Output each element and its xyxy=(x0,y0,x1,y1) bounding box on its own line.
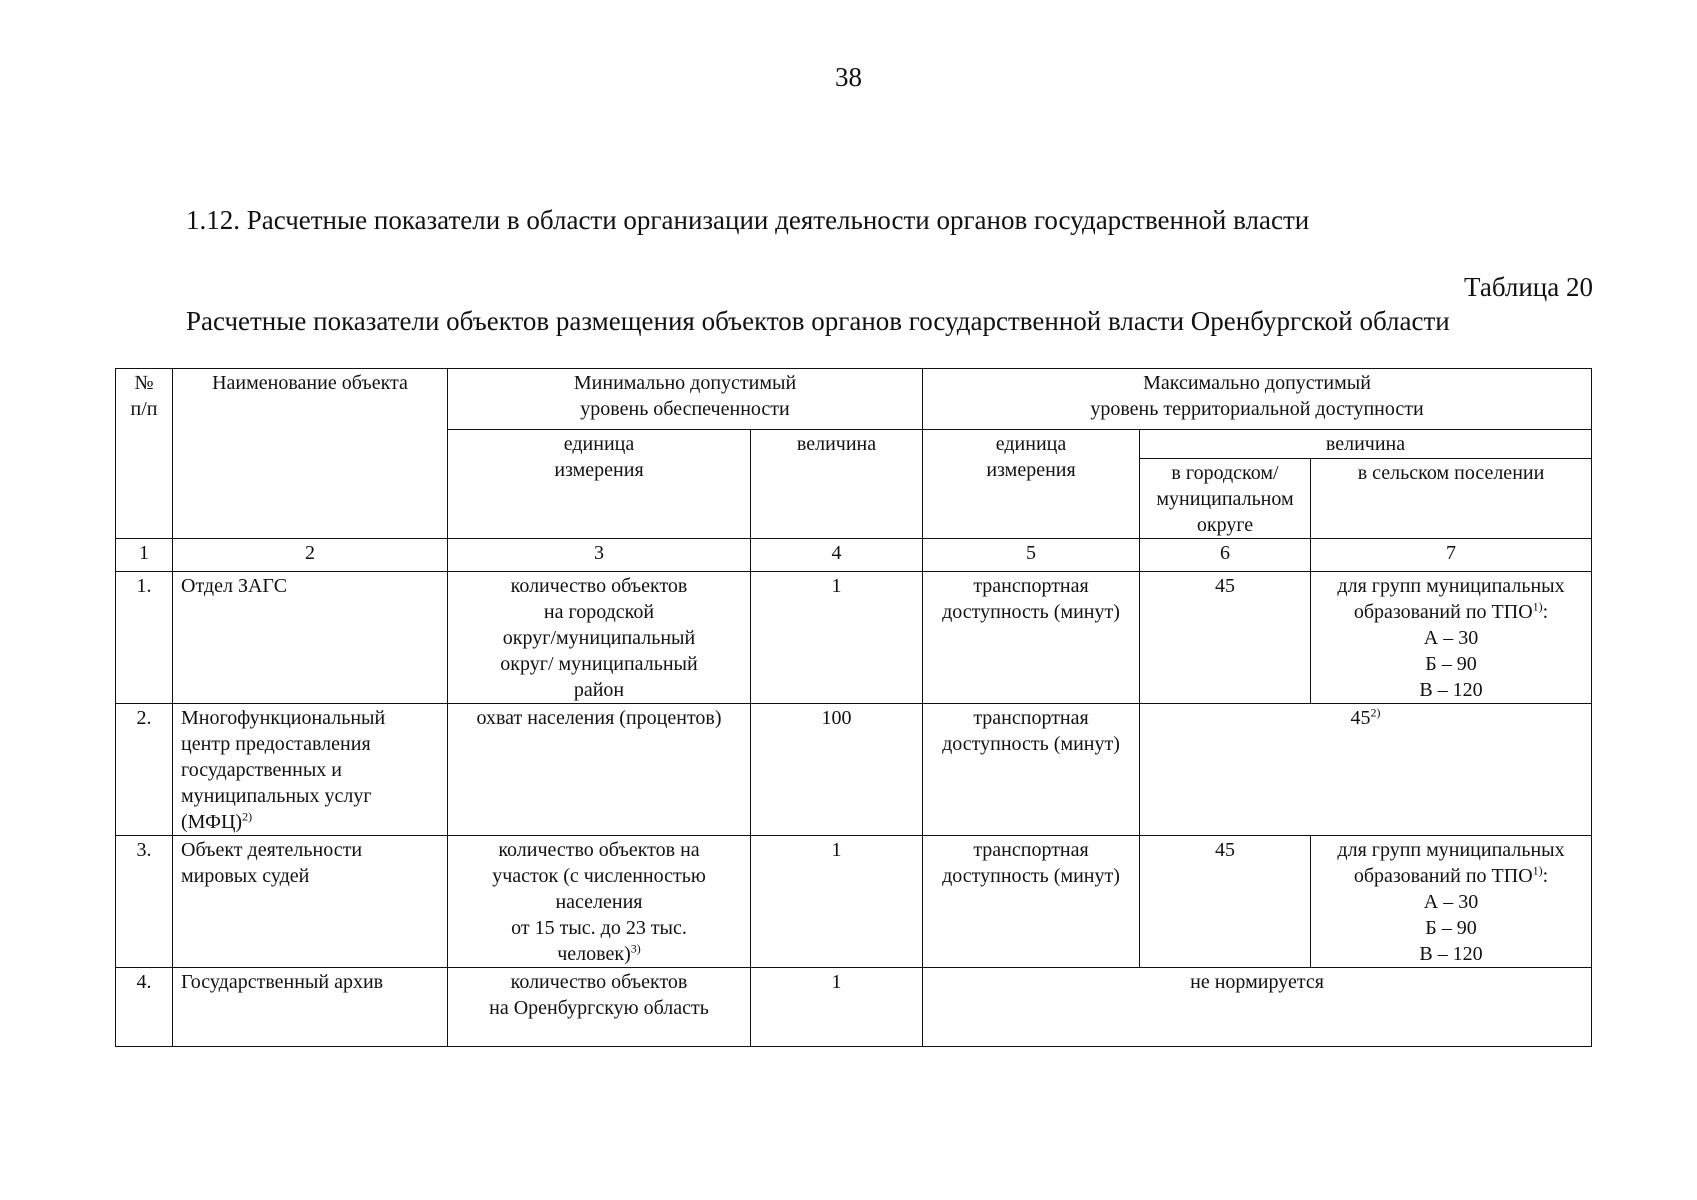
row-value: 1 xyxy=(751,968,923,1047)
row-num: 1. xyxy=(116,572,173,704)
header-max-unit xyxy=(923,430,1140,539)
row-name-line: Объект деятельности xyxy=(181,839,363,861)
section-heading: 1.12. Расчетные показатели в области организации деятельности органов государственной власти xyxy=(186,205,1310,235)
row-max-unit-line: доступность (минут) xyxy=(942,733,1120,755)
row-max-unit-line: доступность (минут) xyxy=(942,601,1120,623)
row-name-line: мировых судей xyxy=(181,865,310,887)
row-rural-line xyxy=(1319,863,1583,889)
row-unit-line: населения xyxy=(555,891,643,913)
page-number: 38 xyxy=(835,62,862,92)
row-rural-text: образований по ТПО xyxy=(1353,601,1533,623)
row-unit-line: округ/ муниципальный xyxy=(500,653,698,675)
row-num: 3. xyxy=(116,836,173,968)
row-num: 4. xyxy=(116,968,173,1047)
row-max-unit-line: транспортная xyxy=(973,707,1089,729)
row-rural-group-b: Б – 90 xyxy=(1425,653,1477,675)
row-rural-line: для групп муниципальных xyxy=(1337,575,1565,597)
header-max-line2: уровень территориальной доступности xyxy=(1090,398,1424,420)
header-max-unit-line1: единица xyxy=(995,433,1067,455)
footnote-mark: 2) xyxy=(242,809,253,824)
footnote-mark: 1) xyxy=(1532,863,1543,878)
row-unit xyxy=(448,836,751,968)
row-max-unit xyxy=(923,836,1140,968)
row-name: Государственный архив xyxy=(173,968,448,1047)
row-rural xyxy=(1311,836,1592,968)
row-unit-line: участок (с численностью xyxy=(492,865,706,887)
row-unit: охват населения (процентов) xyxy=(448,704,751,836)
row-unit-line: на Оренбургскую область xyxy=(489,997,709,1019)
row-value: 1 xyxy=(751,572,923,704)
row-name-line: Многофункциональный xyxy=(181,707,386,729)
row-name: Отдел ЗАГС xyxy=(173,572,448,704)
row-rural-colon: : xyxy=(1542,601,1549,623)
table-caption: Расчетные показатели объектов размещения объектов органов государственной власти Оренбургской области xyxy=(186,306,1450,336)
row-value: 100 xyxy=(751,704,923,836)
row-unit-line xyxy=(456,941,742,967)
table-row xyxy=(116,572,1592,704)
column-number: 3 xyxy=(448,539,751,572)
row-max-unit xyxy=(923,704,1140,836)
column-number: 6 xyxy=(1140,539,1311,572)
row-unit xyxy=(448,572,751,704)
column-number-row xyxy=(116,539,1592,572)
table-row xyxy=(116,968,1592,1047)
table-label: Таблица 20 xyxy=(1464,272,1593,302)
row-rural-group-a: А – 30 xyxy=(1423,627,1479,649)
header-urban-line2: муниципальном xyxy=(1156,488,1294,510)
table-row xyxy=(116,836,1592,968)
column-number: 7 xyxy=(1311,539,1592,572)
footnote-mark: 3) xyxy=(630,941,641,956)
header-num xyxy=(116,369,173,539)
row-urban: 45 xyxy=(1140,572,1311,704)
row-rural-group-c: В – 120 xyxy=(1419,943,1483,965)
table-header-row xyxy=(116,369,1592,430)
row-max-unit-line: доступность (минут) xyxy=(942,865,1120,887)
row-rural-group-a: А – 30 xyxy=(1423,891,1479,913)
header-urban-line3: округе xyxy=(1196,514,1254,536)
column-number: 2 xyxy=(173,539,448,572)
row-unit-line: на городской xyxy=(543,601,655,623)
row-name-line: государственных и xyxy=(181,759,342,781)
header-urban-line1: в городском/ xyxy=(1171,462,1279,484)
header-min-value: величина xyxy=(751,430,923,539)
row-unit-line: количество объектов xyxy=(510,575,688,597)
header-min-unit-line2: измерения xyxy=(554,459,644,481)
row-name-text: (МФЦ) xyxy=(181,811,243,833)
row-unit-line: район xyxy=(573,679,625,701)
row-merged-value-text: 45 xyxy=(1350,707,1371,729)
footnote-mark: 2) xyxy=(1370,705,1381,720)
header-min-level xyxy=(448,369,923,430)
header-name: Наименование объекта xyxy=(173,369,448,539)
column-number: 5 xyxy=(923,539,1140,572)
row-name-line: центр предоставления xyxy=(181,733,371,755)
row-max-unit-line: транспортная xyxy=(973,839,1089,861)
indicators-table xyxy=(115,368,1592,1047)
row-max-unit-line: транспортная xyxy=(973,575,1089,597)
row-unit-line: от 15 тыс. до 23 тыс. xyxy=(511,917,687,939)
column-number: 4 xyxy=(751,539,923,572)
row-rural xyxy=(1311,572,1592,704)
header-num-symbol: № xyxy=(134,372,154,394)
header-max-line1: Максимально допустимый xyxy=(1143,372,1371,394)
footnote-mark: 1) xyxy=(1532,599,1543,614)
header-rural: в сельском поселении xyxy=(1311,459,1592,539)
header-urban xyxy=(1140,459,1311,539)
row-unit-line: количество объектов на xyxy=(498,839,700,861)
row-unit-text: человек) xyxy=(557,943,631,965)
row-merged-text: не нормируется xyxy=(923,968,1592,1047)
row-rural-text: образований по ТПО xyxy=(1353,865,1533,887)
row-name-line: муниципальных услуг xyxy=(181,785,372,807)
row-rural-line xyxy=(1319,599,1583,625)
row-max-unit xyxy=(923,572,1140,704)
row-value: 1 xyxy=(751,836,923,968)
row-rural-line: для групп муниципальных xyxy=(1337,839,1565,861)
row-rural-group-c: В – 120 xyxy=(1419,679,1483,701)
row-num: 2. xyxy=(116,704,173,836)
header-num-abbr: п/п xyxy=(130,398,158,420)
row-unit-line: количество объектов xyxy=(510,971,688,993)
header-max-level xyxy=(923,369,1592,430)
row-unit xyxy=(448,968,751,1047)
header-min-line1: Минимально допустимый xyxy=(573,372,797,394)
header-min-unit-line1: единица xyxy=(563,433,635,455)
row-name xyxy=(173,836,448,968)
row-unit-line: округ/муниципальный xyxy=(502,627,696,649)
table-row xyxy=(116,704,1592,836)
row-rural-colon: : xyxy=(1542,865,1549,887)
header-min-line2: уровень обеспеченности xyxy=(580,398,790,420)
row-name xyxy=(173,704,448,836)
header-max-value: величина xyxy=(1140,430,1592,459)
row-name-line xyxy=(181,809,439,835)
header-max-unit-line2: измерения xyxy=(986,459,1076,481)
header-min-unit xyxy=(448,430,751,539)
column-number: 1 xyxy=(116,539,173,572)
row-urban: 45 xyxy=(1140,836,1311,968)
row-merged-value xyxy=(1140,704,1592,836)
row-rural-group-b: Б – 90 xyxy=(1425,917,1477,939)
